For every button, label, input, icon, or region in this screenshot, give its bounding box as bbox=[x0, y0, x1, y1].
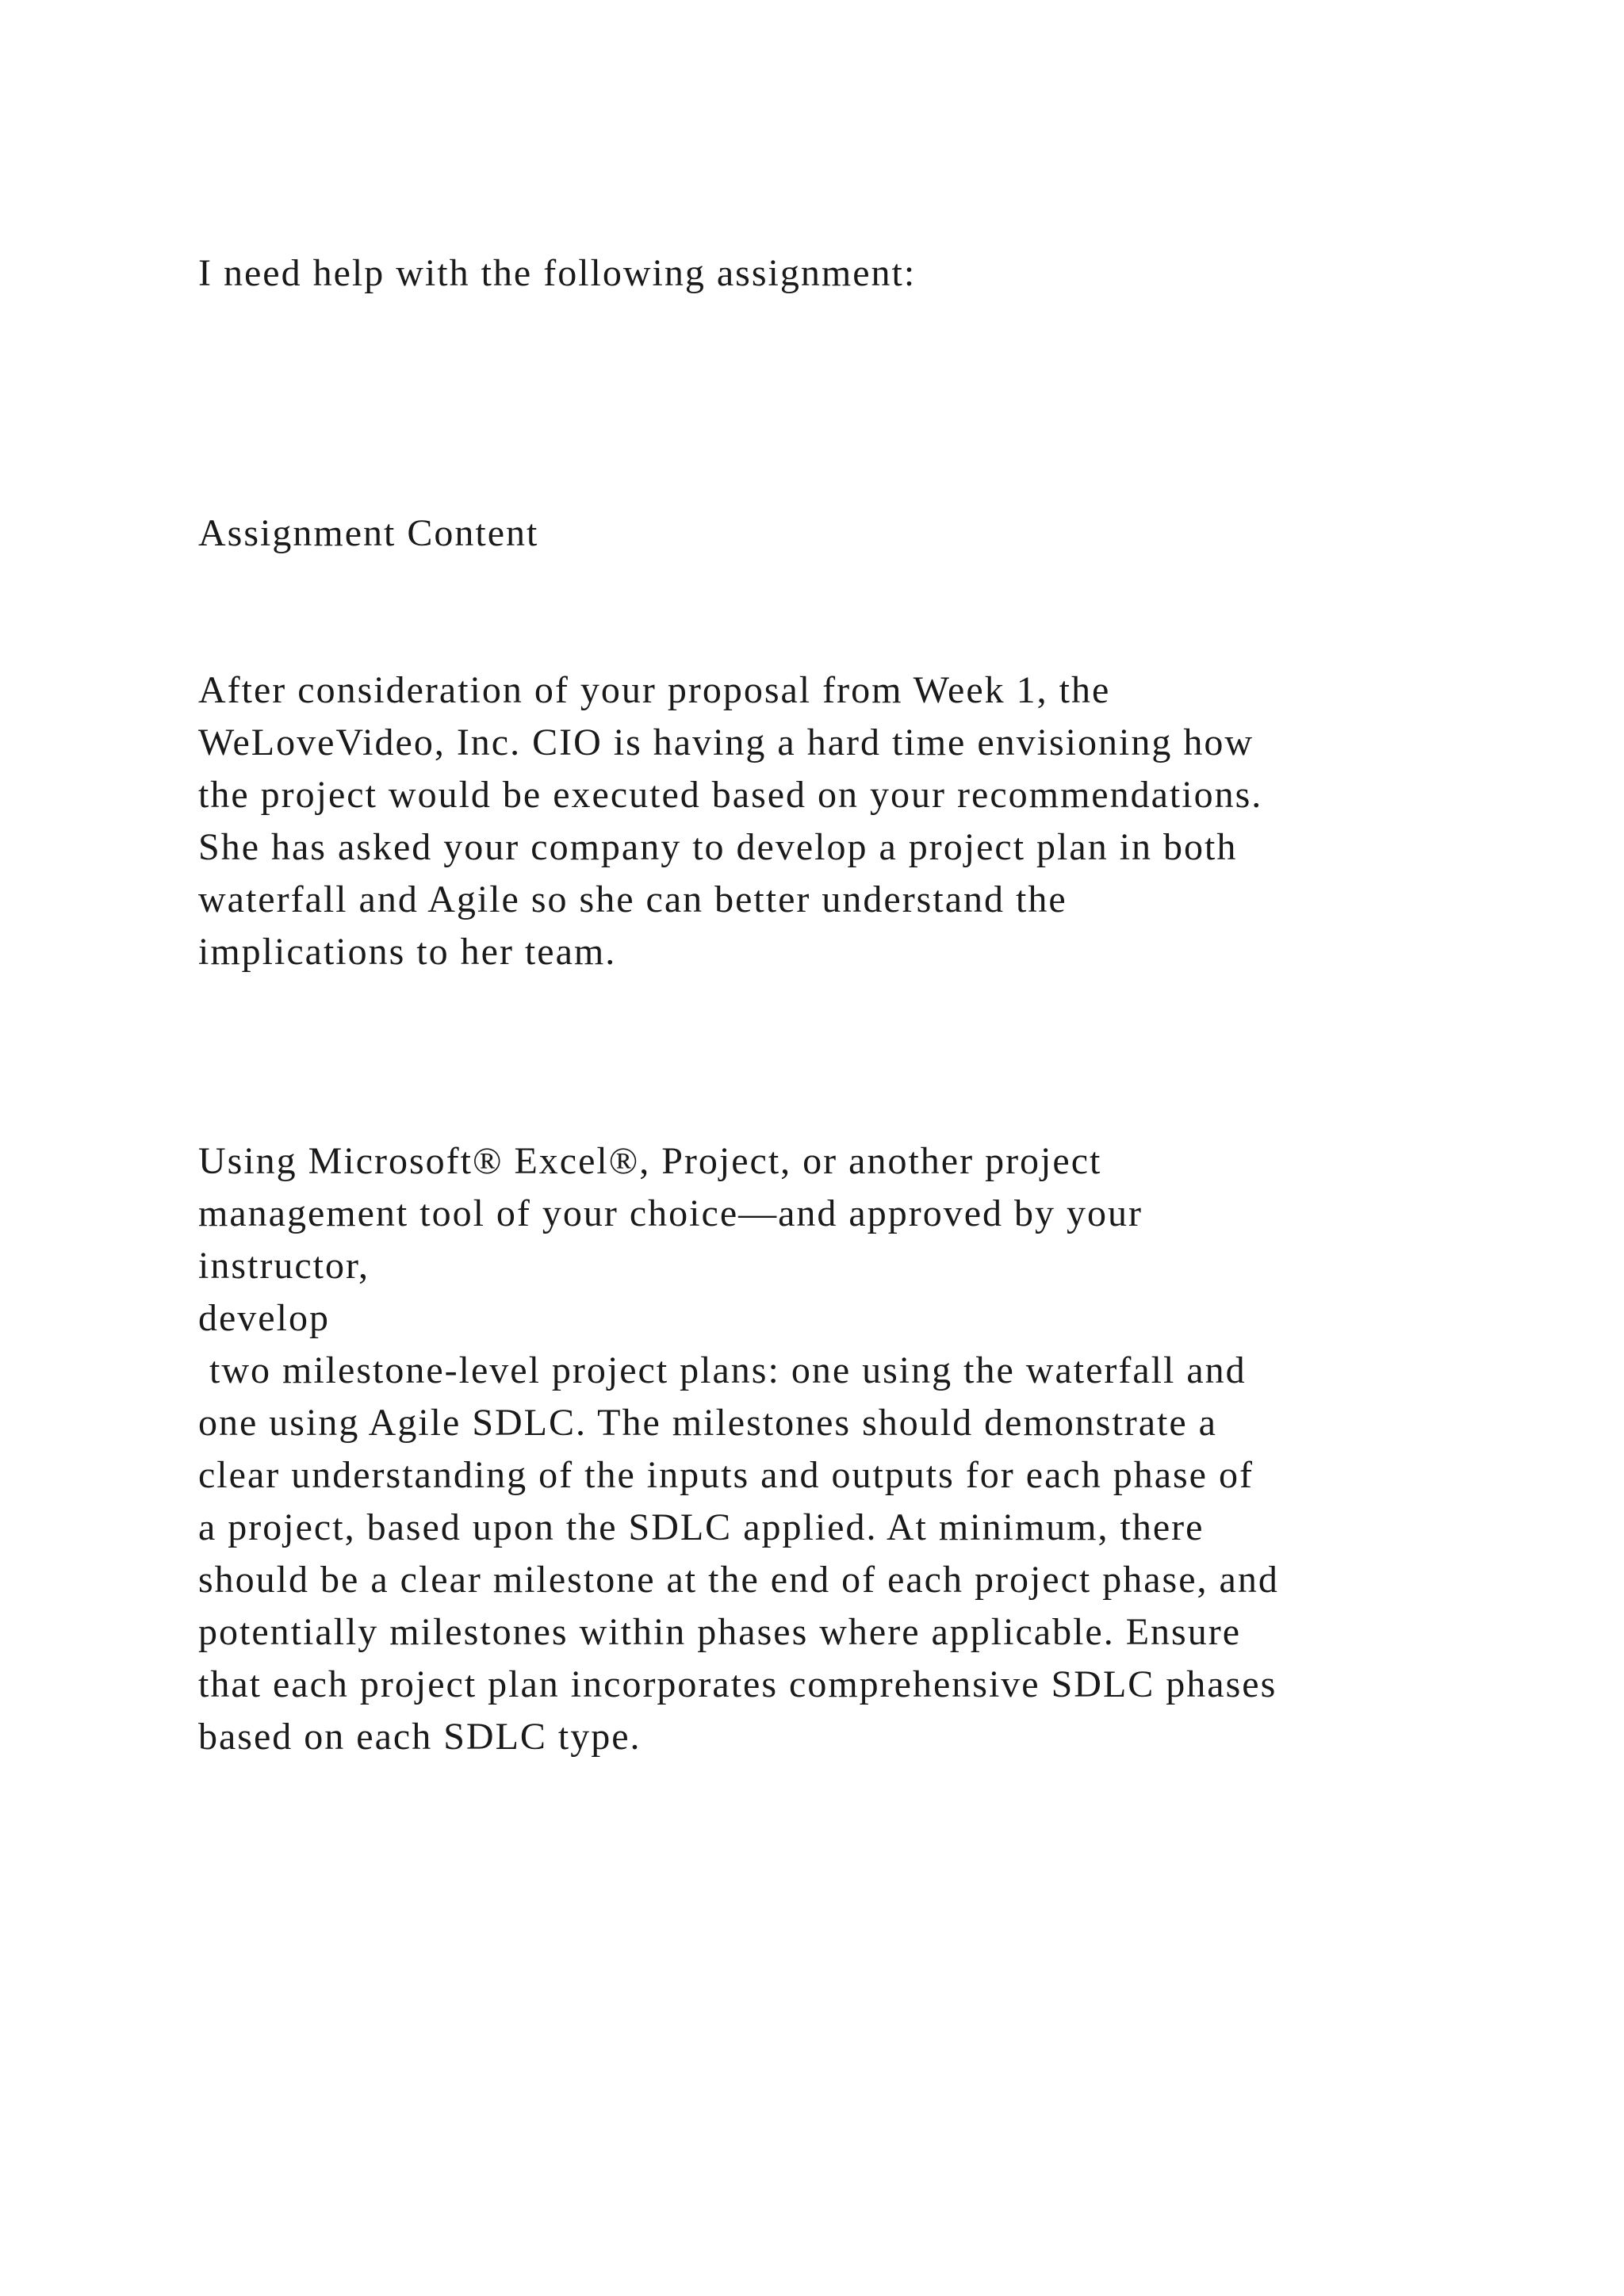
text-line: clear understanding of the inputs and outputs for each phase of bbox=[198, 1454, 1254, 1496]
text-line: that each project plan incorporates comprehensive SDLC phases bbox=[198, 1663, 1277, 1705]
heading-line: Assignment Content bbox=[198, 512, 539, 554]
assignment-heading bbox=[198, 507, 1499, 560]
text-line: After consideration of your proposal from Week 1, the bbox=[198, 669, 1111, 711]
intro-line: I need help with the following assignment: bbox=[198, 252, 917, 294]
text-line: WeLoveVideo, Inc. CIO is having a hard time envisioning how bbox=[198, 721, 1254, 763]
text-line: She has asked your company to develop a project plan in both bbox=[198, 826, 1238, 868]
text-line: develop bbox=[198, 1297, 330, 1339]
text-line: should be a clear milestone at the end of each project phase, and bbox=[198, 1559, 1279, 1601]
text-line: one using Agile SDLC. The milestones should demonstrate a bbox=[198, 1402, 1217, 1444]
text-line: Using Microsoft® Excel®, Project, or another project bbox=[198, 1140, 1102, 1182]
text-line: potentially milestones within phases where applicable. Ensure bbox=[198, 1611, 1242, 1653]
text-line: waterfall and Agile so she can better understand the bbox=[198, 878, 1067, 920]
intro-text bbox=[198, 247, 1499, 300]
paragraph-proposal bbox=[198, 664, 1499, 978]
text-line: management tool of your choice—and approved by your bbox=[198, 1192, 1143, 1234]
text-line: a project, based upon the SDLC applied. At minimum, there bbox=[198, 1506, 1205, 1548]
text-line: the project would be executed based on your recommendations. bbox=[198, 774, 1263, 816]
paragraph-instructions bbox=[198, 1135, 1499, 1763]
text-line: implications to her team. bbox=[198, 931, 617, 973]
text-line: two milestone-level project plans: one using the waterfall and bbox=[198, 1349, 1247, 1391]
text-line: based on each SDLC type. bbox=[198, 1716, 642, 1758]
text-line: instructor, bbox=[198, 1245, 370, 1287]
